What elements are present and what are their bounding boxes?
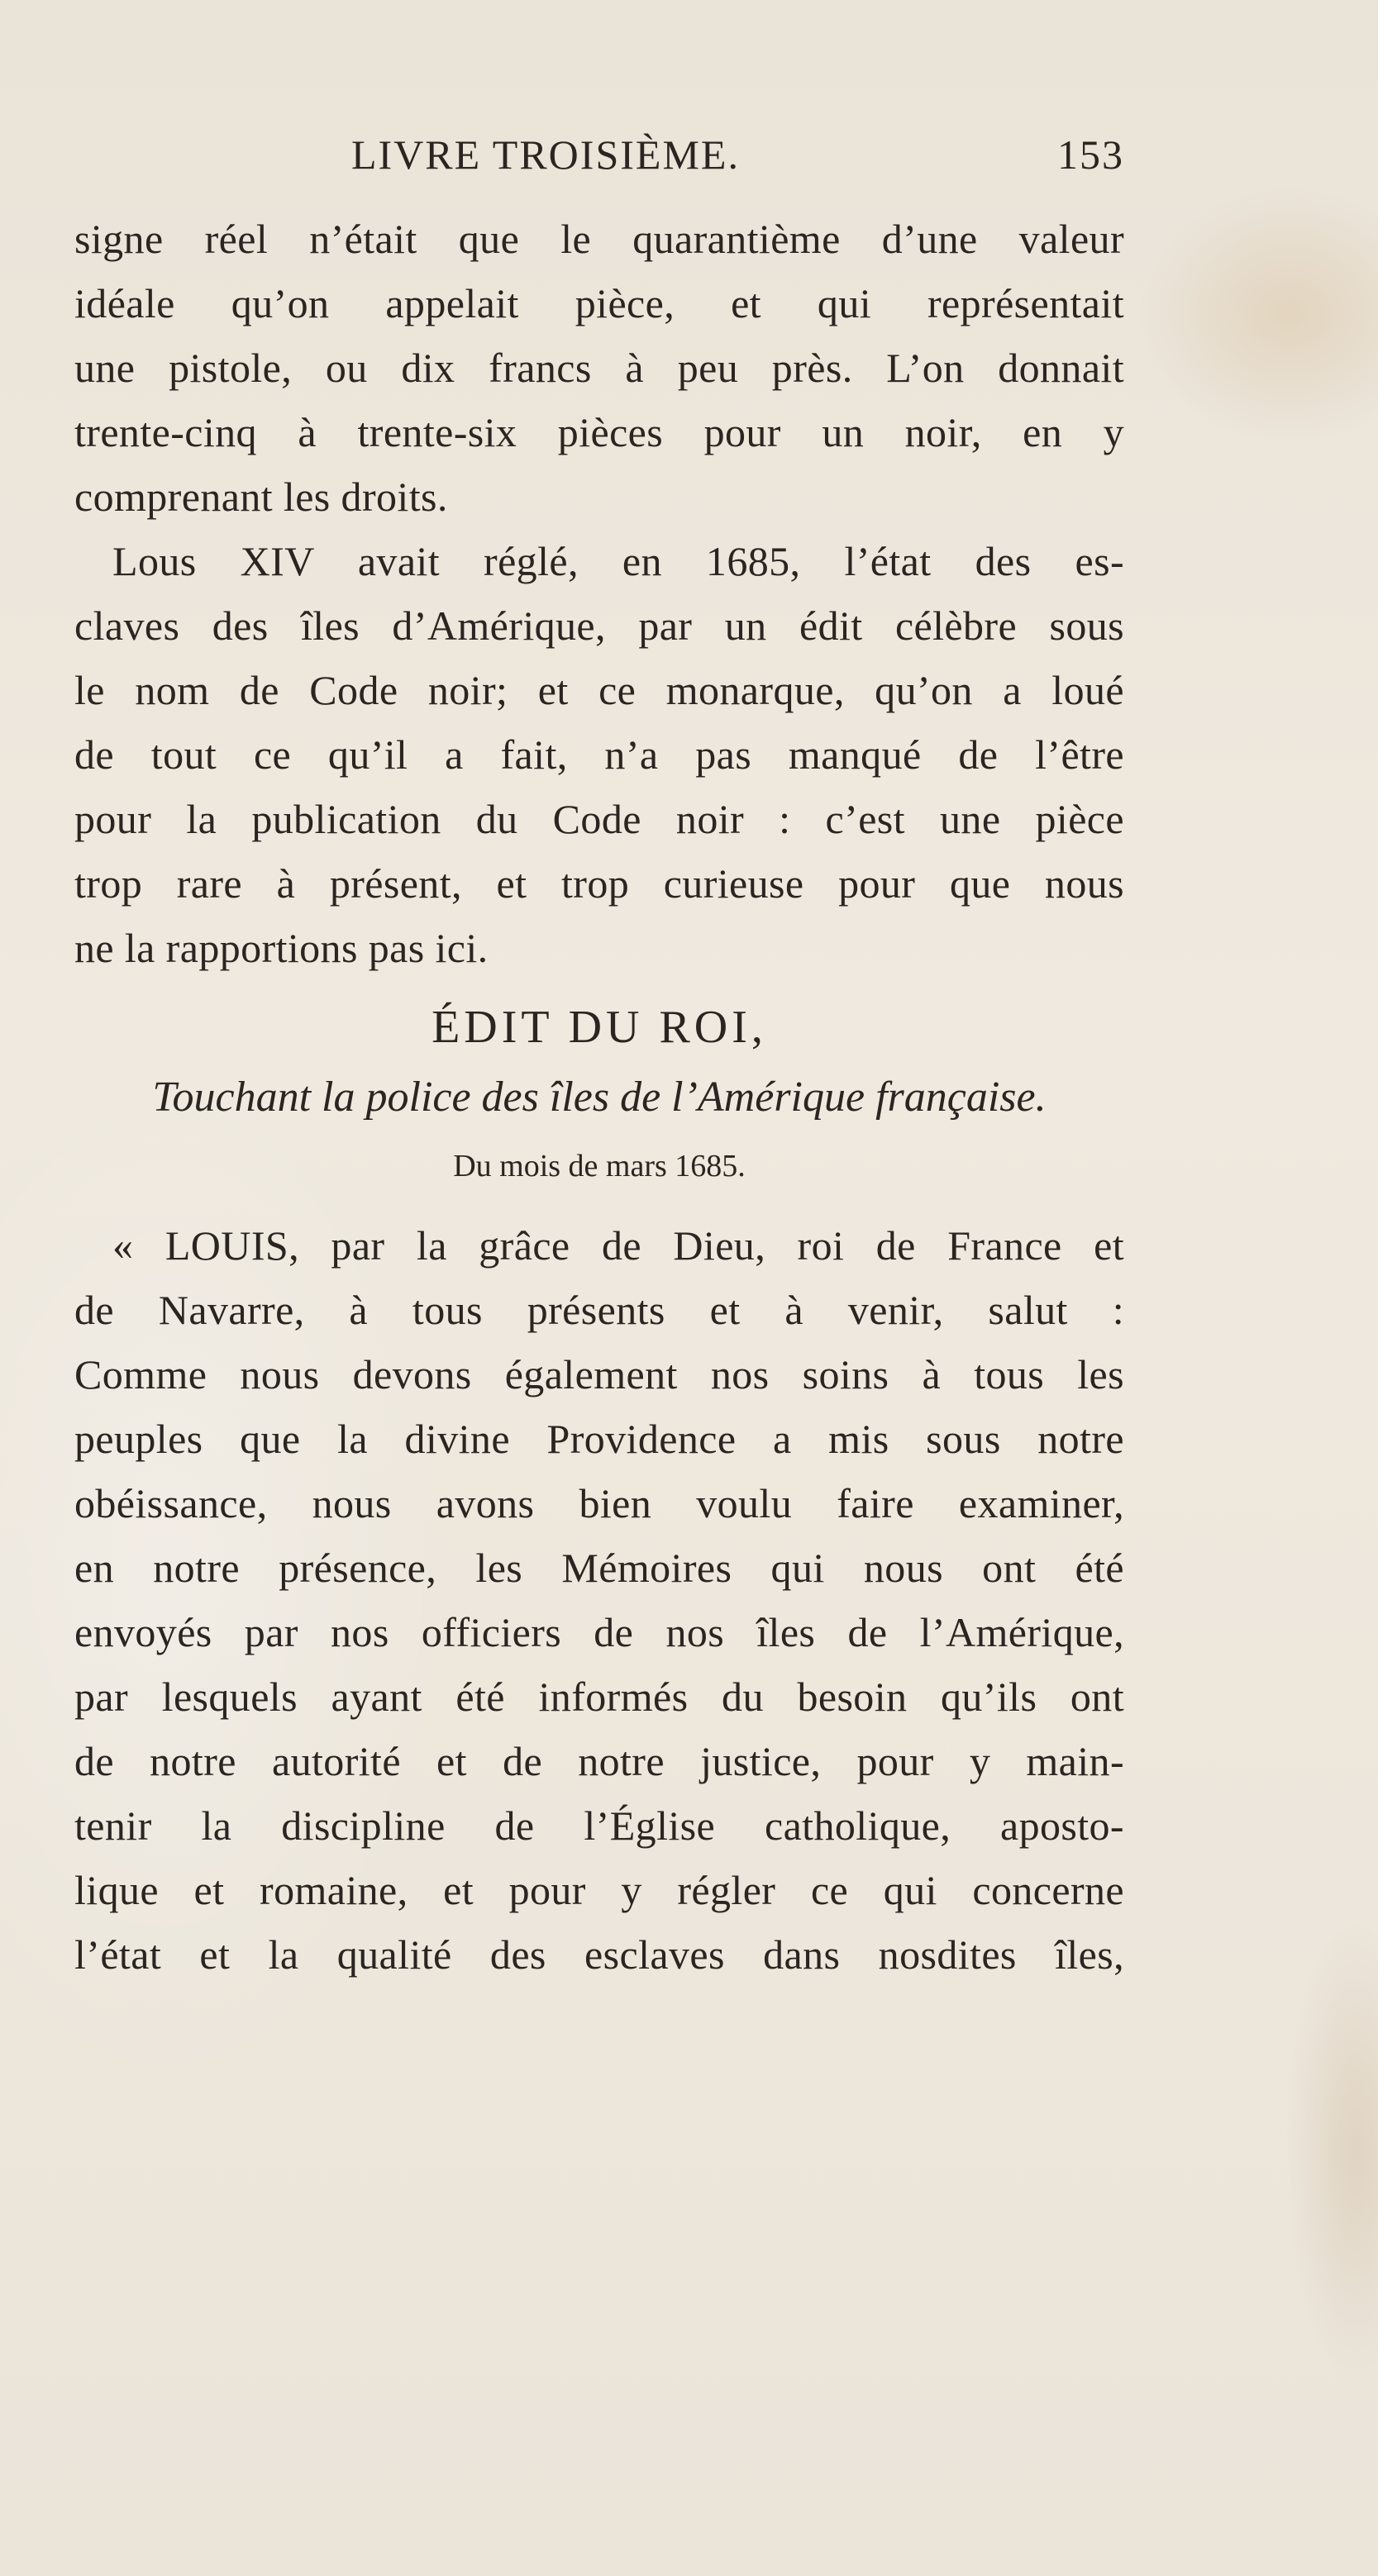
text-line: ne la rapportions pas ici. [74, 925, 489, 971]
text-line: obéissance, nous avons bien voulu faire examiner, [74, 1480, 1124, 1526]
text-line: trente-cinq à trente-six pièces pour un noir, en y [74, 409, 1124, 455]
text-line: de tout ce qu’il a fait, n’a pas manqué de l’être [74, 731, 1124, 778]
text-line: le nom de Code noir; et ce monarque, qu’on a loué [74, 667, 1124, 713]
text-line: par lesquels ayant été informés du besoin qu’ils ont [74, 1674, 1124, 1720]
text-line: « LOUIS, par la grâce de Dieu, roi de France et [112, 1222, 1124, 1269]
body-text [74, 207, 1124, 1987]
text-line: idéale qu’on appelait pièce, et qui représentait [74, 280, 1124, 326]
edict-date: Du mois de mars 1685. [453, 1149, 746, 1183]
text-line: de Navarre, à tous présents et à venir, salut : [74, 1287, 1124, 1333]
text-line: claves des îles d’Amérique, par un édit célèbre sous [74, 602, 1124, 649]
text-line: tenir la discipline de l’Église catholique, aposto- [74, 1802, 1124, 1849]
page-number: 153 [1057, 131, 1124, 178]
running-head: LIVRE TROISIÈME. [351, 131, 740, 178]
paragraph [74, 1213, 1124, 1987]
text-line: en notre présence, les Mémoires qui nous ont été [74, 1545, 1124, 1591]
text-line: une pistole, ou dix francs à peu près. L’on donnait [74, 345, 1124, 391]
text-line: lique et romaine, et pour y régler ce qui concerne [74, 1867, 1124, 1913]
text-line: Comme nous devons également nos soins à tous les [74, 1351, 1124, 1398]
text-line: l’état et la qualité des esclaves dans nosdites îles, [74, 1931, 1124, 1978]
edict-subtitle: Touchant la police des îles de l’Amérique française. [152, 1074, 1047, 1121]
page-header [74, 126, 1124, 183]
paragraph [74, 529, 1124, 980]
text-line: signe réel n’était que le quarantième d’une valeur [74, 216, 1124, 262]
text-line: envoyés par nos officiers de nos îles de l’Amérique, [74, 1609, 1124, 1655]
text-line: Lous XIV avait réglé, en 1685, l’état des es- [112, 538, 1124, 584]
paragraph [74, 207, 1124, 529]
text-line: trop rare à présent, et trop curieuse pour que nous [74, 860, 1124, 907]
text-line: comprenant les droits. [74, 474, 448, 520]
text-line: pour la publication du Code noir : c’est une pièce [74, 796, 1124, 842]
text-line: peuples que la divine Providence a mis sous notre [74, 1416, 1124, 1462]
edict-title: ÉDIT DU ROI, [432, 1002, 767, 1053]
text-line: de notre autorité et de notre justice, pour y main- [74, 1738, 1124, 1784]
